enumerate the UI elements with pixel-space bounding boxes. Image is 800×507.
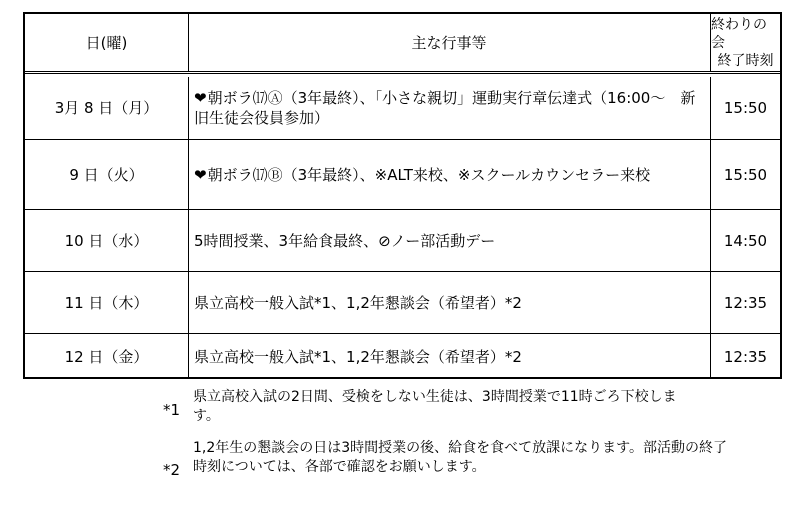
row-date: 10 日（水） (25, 210, 189, 271)
table-row (25, 210, 780, 272)
table-header-row (25, 14, 780, 74)
row-end-time: 12:35 (723, 293, 768, 312)
row-end-time: 14:50 (723, 231, 768, 250)
header-date: 日(曜) (25, 14, 189, 71)
row-date: 9 日（火） (25, 140, 189, 209)
footnote-mark-1: *1 (163, 401, 181, 419)
row-end-time: 15:50 (723, 99, 768, 117)
row-date: 11 日（木） (25, 272, 189, 333)
header-end-time-line2: 終了時刻 (717, 52, 774, 69)
table-row (25, 77, 780, 140)
footnote-2: 1,2年生の懇談会の日は3時間授業の後、給食を食べて放課になります。部活動の終了時刻については、各部で確認をお願いします。 (193, 440, 728, 475)
row-end-time: 12:35 (723, 347, 768, 366)
row-event-text: 朝ボラ⒄Ⓐ（3年最終）、「小さな親切」運動実行章伝達式（16:00〜 新旧生徒会役員参加） (194, 89, 696, 127)
footnote-mark-2: *2 (163, 461, 181, 479)
footnote-1: 県立高校入試の2日間、受検をしない生徒は、3時間授業で11時ごろ下校します。 (193, 389, 677, 424)
header-end-time-line1: 終わりの会 (711, 16, 767, 51)
header-events: 主な行事等 (189, 14, 711, 71)
row-date: 12 日（金） (25, 334, 189, 379)
row-event (189, 140, 711, 209)
row-event (189, 77, 711, 139)
table-row (25, 272, 780, 334)
row-event-text: 朝ボラ⒄Ⓑ（3年最終）、※ALT来校、※スクールカウンセラー来校 (207, 165, 651, 184)
heart-icon: ❤ (194, 89, 207, 107)
row-date: 3月 8 日（月） (25, 77, 189, 139)
row-event: 5時間授業、3年給食最終、⊘ノー部活動デー (189, 210, 711, 271)
table-row (25, 334, 780, 379)
row-event: 県立高校一般入試*1、1,2年懇談会（希望者）*2 (189, 334, 711, 379)
schedule-table (23, 12, 782, 379)
row-event: 県立高校一般入試*1、1,2年懇談会（希望者）*2 (189, 272, 711, 333)
heart-icon: ❤ (194, 165, 207, 184)
row-end-time: 15:50 (723, 165, 768, 184)
table-row (25, 140, 780, 210)
header-end-time (711, 14, 780, 71)
